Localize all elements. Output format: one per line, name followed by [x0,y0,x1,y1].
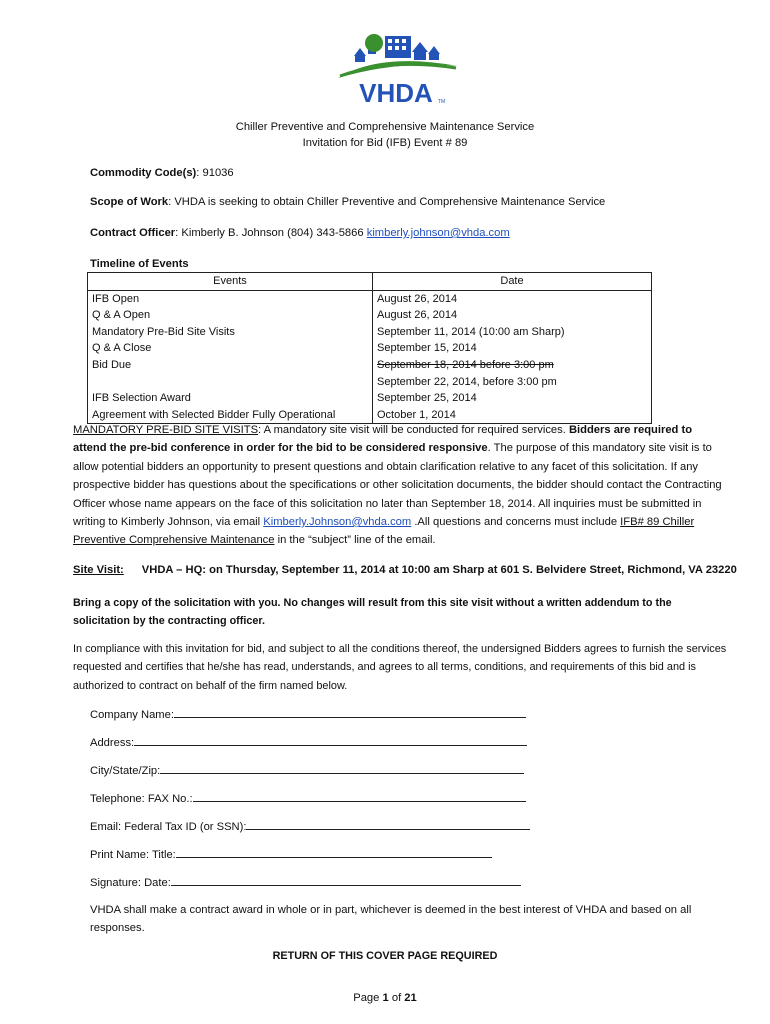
mandatory-visit-paragraph [73,421,728,550]
field-label: Print Name: Title: [90,849,176,861]
signature-date-field[interactable] [90,874,521,889]
field-label: Company Name: [90,709,174,721]
timeline-col-events: Events [88,273,373,291]
timeline-event: Q & A Open [88,307,373,324]
commodity-value: : 91036 [196,167,234,179]
timeline-event: Agreement with Selected Bidder Fully Operational [88,407,373,424]
mandatory-text: .All questions and concerns must include [411,516,621,529]
timeline-date: October 1, 2014 [373,407,652,424]
commodity-label: Commodity Code(s) [90,167,197,179]
mandatory-text: in the “subject” line of the email. [274,534,436,547]
contract-value: : Kimberly B. Johnson (804) 343-5866 [175,227,367,239]
timeline-event: Mandatory Pre-Bid Site Visits [88,324,373,341]
timeline-date: August 26, 2014 [373,290,652,307]
telephone-fax-field[interactable] [90,790,526,805]
field-line [134,734,527,746]
field-label: Address: [90,737,135,749]
scope-label: Scope of Work [90,196,169,208]
timeline-event: Q & A Close [88,340,373,357]
timeline-table [87,272,652,424]
page-total: 21 [404,992,417,1004]
timeline-col-date: Date [373,273,652,291]
print-name-title-field[interactable] [90,846,492,861]
city-state-zip-field[interactable] [90,762,524,777]
page-label: Page [353,992,383,1004]
mandatory-text: . The purpose of this mandatory site visit is to allow potential bidders an opportunity to present questions and obtain clarification relative to any facet of this solicitation. If any prospective bidder has questions about the specifications or other solicitation documents, the bidder should contact the Contracting Officer whose name appears on the face of this solicitation no later than September 18, 2014. All inquiries must be submitted in writing to Kimberly Johnson, via email [73,442,722,529]
timeline-date-cell [373,357,652,390]
field-label: Signature: Date: [90,877,171,889]
field-label: City/State/Zip: [90,765,161,777]
commodity-code [90,167,234,179]
mandatory-heading: MANDATORY PRE-BID SITE VISITS [73,424,259,436]
timeline-date: September 11, 2014 (10:00 am Sharp) [373,324,652,341]
field-line [160,762,524,774]
contract-label: Contract Officer [90,227,176,239]
site-visit [73,564,737,576]
logo-trademark: TM [438,99,446,105]
timeline-heading-text: Timeline of Events [90,258,189,270]
timeline-date: September 22, 2014, before 3:00 pm [377,375,557,388]
field-label: Email: Federal Tax ID (or SSN): [90,821,247,833]
timeline-date: September 15, 2014 [373,340,652,357]
timeline-heading [90,258,189,270]
vhda-logo [330,30,462,108]
mandatory-subject-ref: IFB# 89 Chiller Preventive Comprehensive Maintenance [73,516,695,547]
page-number: 1 [382,992,389,1004]
site-visit-label: Site Visit: [73,564,124,576]
award-statement: VHDA shall make a contract award in whole or in part, whichever is deemed in the best interest of VHDA and based on all responses. [90,904,692,934]
scope-of-work [90,196,605,208]
company-name-field[interactable] [90,706,526,721]
timeline-date-struck: September 18, 2014 before 3:00 pm [377,358,554,371]
field-label: Telephone: FAX No.: [90,793,193,805]
address-field[interactable] [90,734,527,749]
scope-value: : VHDA is seeking to obtain Chiller Preventive and Comprehensive Maintenance Service [168,196,606,208]
field-line [174,706,526,718]
timeline-event: IFB Selection Award [88,390,373,407]
document-title: Chiller Preventive and Comprehensive Maintenance Service [235,121,535,133]
field-line [176,846,492,858]
timeline-event: Bid Due [88,357,373,390]
field-line [193,790,526,802]
timeline-event: IFB Open [88,290,373,307]
logo-wordmark: VHDA [359,78,433,108]
timeline-date: September 25, 2014 [373,390,652,407]
timeline-date: August 26, 2014 [373,307,652,324]
site-visit-value: VHDA – HQ: on Thursday, September 11, 2014 at 10:00 am Sharp at 601 S. Belvidere Street, Richmond, VA 23220 [141,564,737,576]
compliance-paragraph: In compliance with this invitation for bid, and subject to all the conditions thereof, the undersigned Bidders agrees to furnish the services requested and certifies that he/she has read, understands, and agrees to all terms, conditions, and requirements of this bid and is authorized to contract on behalf of the firm named below. [73,643,727,692]
contract-email-link[interactable]: kimberly.johnson@vhda.com [366,227,510,239]
mandatory-email-link[interactable]: Kimberly.Johnson@vhda.com [263,516,412,529]
page-of: of [388,992,405,1004]
contract-officer [90,227,510,239]
field-line [246,818,530,830]
mandatory-bold: Bidders are required to attend the pre-bid conference in order for the bid to be considered responsive [73,424,693,455]
field-line [171,874,521,886]
document-subtitle: Invitation for Bid (IFB) Event # 89 [302,137,468,149]
bring-copy-notice: Bring a copy of the solicitation with you. No changes will result from this site visit without a written addendum to the solicitation by the contracting officer. [73,597,672,628]
email-taxid-field[interactable] [90,818,530,833]
return-notice: RETURN OF THIS COVER PAGE REQUIRED [272,950,498,962]
page-footer [0,992,770,1004]
mandatory-text: : A mandatory site visit will be conducted for required services. [258,424,569,436]
